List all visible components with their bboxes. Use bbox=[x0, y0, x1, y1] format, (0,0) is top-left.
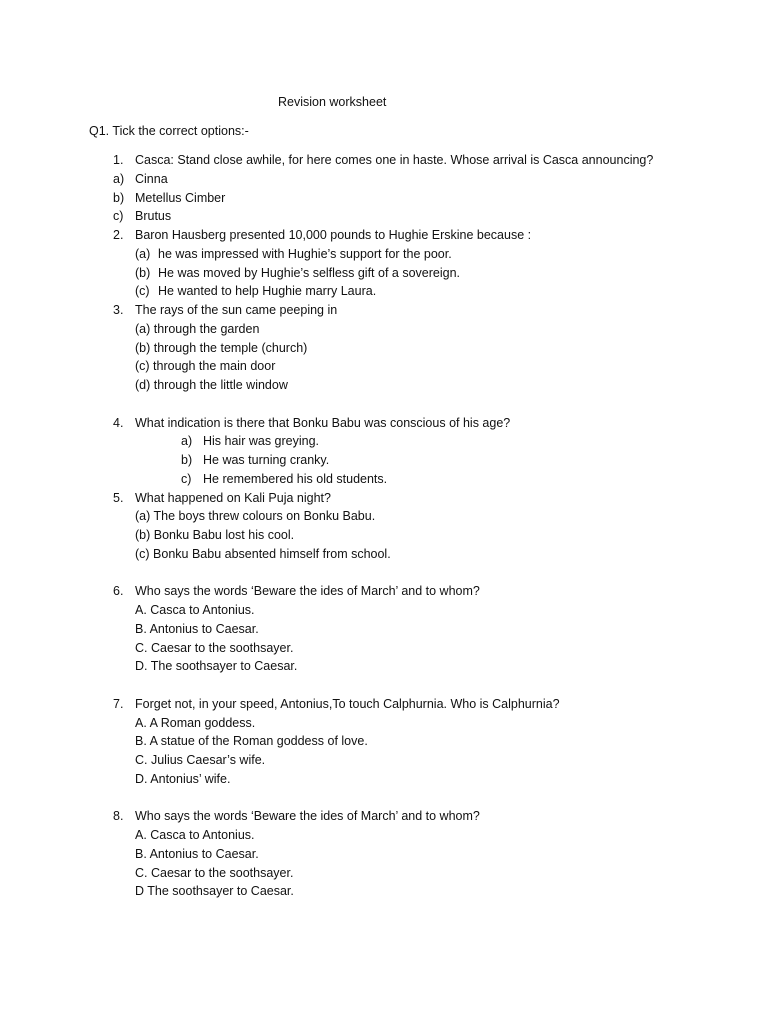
item-marker: (b) bbox=[135, 266, 151, 280]
item-text: C. Julius Caesar’s wife. bbox=[135, 753, 266, 767]
item-marker: (c) bbox=[135, 284, 150, 298]
item-marker: 4. bbox=[113, 416, 124, 430]
item-marker: b) bbox=[181, 453, 193, 467]
item-text: A. Casca to Antonius. bbox=[135, 603, 255, 617]
item-text: (b) through the temple (church) bbox=[135, 341, 308, 355]
item-marker: 7. bbox=[113, 697, 124, 711]
worksheet-title: Revision worksheet bbox=[278, 95, 387, 109]
item-marker: 1. bbox=[113, 153, 124, 167]
item-text: (a) The boys threw colours on Bonku Babu. bbox=[135, 509, 376, 523]
item-text: C. Caesar to the soothsayer. bbox=[135, 866, 294, 880]
item-text: The rays of the sun came peeping in bbox=[135, 303, 338, 317]
item-text: Baron Hausberg presented 10,000 pounds to Hughie Erskine because : bbox=[135, 228, 532, 242]
item-text: (a) through the garden bbox=[135, 322, 260, 336]
item-text: B. A statue of the Roman goddess of love. bbox=[135, 734, 368, 748]
item-text: (c) through the main door bbox=[135, 359, 276, 373]
item-text: Casca: Stand close awhile, for here comes one in haste. Whose arrival is Casca announcing? bbox=[135, 153, 654, 167]
item-text: Forget not, in your speed, Antonius,To touch Calphurnia. Who is Calphurnia? bbox=[135, 697, 560, 711]
item-text: Who says the words ‘Beware the ides of March’ and to whom? bbox=[135, 584, 480, 598]
item-text: C. Caesar to the soothsayer. bbox=[135, 641, 294, 655]
item-text: He was turning cranky. bbox=[203, 453, 330, 467]
item-text: What indication is there that Bonku Babu was conscious of his age? bbox=[135, 416, 511, 430]
item-marker: 8. bbox=[113, 809, 124, 823]
item-marker: 5. bbox=[113, 491, 124, 505]
item-text: He wanted to help Hughie marry Laura. bbox=[158, 284, 377, 298]
item-marker: a) bbox=[181, 434, 193, 448]
item-marker: 2. bbox=[113, 228, 124, 242]
item-text: A. A Roman goddess. bbox=[135, 716, 256, 730]
item-marker: 3. bbox=[113, 303, 124, 317]
item-text: (c) Bonku Babu absented himself from school. bbox=[135, 547, 391, 561]
item-marker: a) bbox=[113, 172, 125, 186]
item-text: Metellus Cimber bbox=[135, 191, 226, 205]
item-text: D The soothsayer to Caesar. bbox=[135, 884, 294, 898]
item-text: B. Antonius to Caesar. bbox=[135, 622, 259, 636]
item-text: Brutus bbox=[135, 209, 172, 223]
item-text: D. The soothsayer to Caesar. bbox=[135, 659, 298, 673]
item-marker: 6. bbox=[113, 584, 124, 598]
item-text: Who says the words ‘Beware the ides of March’ and to whom? bbox=[135, 809, 480, 823]
item-text: D. Antonius’ wife. bbox=[135, 772, 231, 786]
item-marker: c) bbox=[113, 209, 124, 223]
item-text: His hair was greying. bbox=[203, 434, 320, 448]
item-marker: c) bbox=[181, 472, 192, 486]
section-heading: Q1. Tick the correct options:- bbox=[89, 124, 249, 138]
item-text: (b) Bonku Babu lost his cool. bbox=[135, 528, 295, 542]
item-text: He was moved by Hughie’s selfless gift of a sovereign. bbox=[158, 266, 461, 280]
item-marker: (a) bbox=[135, 247, 151, 261]
item-text: B. Antonius to Caesar. bbox=[135, 847, 259, 861]
item-text: Cinna bbox=[135, 172, 168, 186]
item-marker: b) bbox=[113, 191, 125, 205]
item-text: he was impressed with Hughie’s support for the poor. bbox=[158, 247, 452, 261]
item-text: What happened on Kali Puja night? bbox=[135, 491, 331, 505]
item-text: He remembered his old students. bbox=[203, 472, 388, 486]
item-text: A. Casca to Antonius. bbox=[135, 828, 255, 842]
item-text: (d) through the little window bbox=[135, 378, 288, 392]
